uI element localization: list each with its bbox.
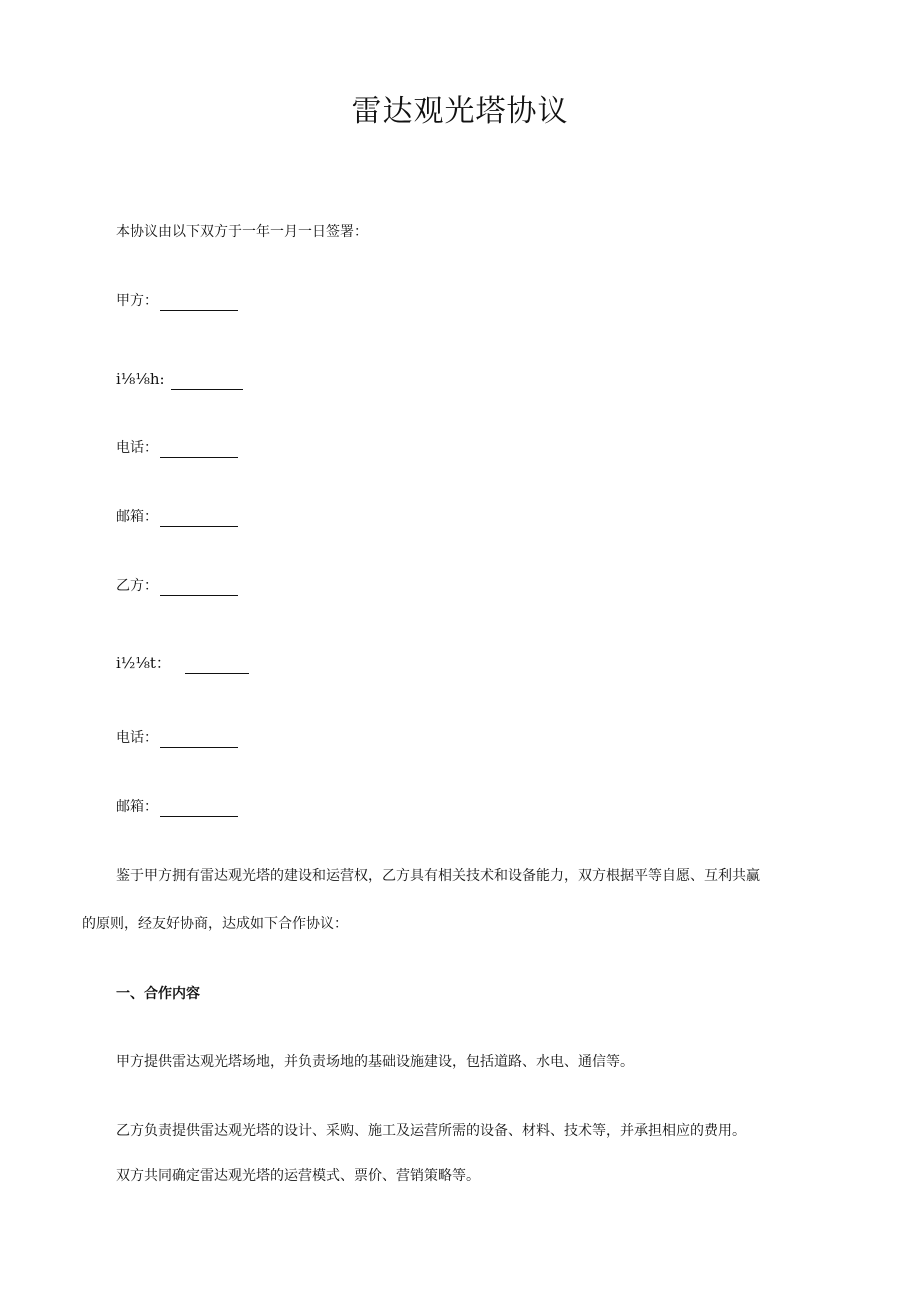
party-b-phone-blank — [160, 733, 238, 748]
section-1-heading: 一、合作内容 — [116, 986, 200, 1002]
party-b-phone-label: 电话： — [116, 730, 158, 746]
party-a-name-blank — [160, 296, 238, 311]
party-b-address-field — [116, 653, 249, 674]
party-a-address-blank — [171, 375, 243, 390]
party-a-phone-label: 电话： — [116, 440, 158, 456]
preamble-text-1: 鉴于甲方拥有雷达观光塔的建设和运营权，乙方具有相关技术和设备能力，双方根据平等自愿、互利共赢 — [116, 868, 760, 884]
party-a-name-field — [116, 291, 238, 311]
section-1-clause-2: 乙方负责提供雷达观光塔的设计、采购、施工及运营所需的设备、材料、技术等，并承担相应的费用。 — [116, 1123, 746, 1139]
preamble-line-2: 的原则，经友好协商，达成如下合作协议： — [82, 916, 348, 932]
party-b-email-blank — [160, 802, 238, 817]
section-1-clause-3: 双方共同确定雷达观光塔的运营模式、票价、营销策略等。 — [116, 1168, 480, 1184]
party-a-address-field — [116, 369, 243, 390]
intro-text: 本协议由以下双方于一年一月一日签署： — [116, 224, 368, 240]
party-b-address-label: i½⅛t： — [116, 654, 171, 672]
party-b-email-field — [116, 797, 238, 817]
party-a-email-blank — [160, 512, 238, 527]
preamble-line-1 — [82, 866, 842, 886]
party-b-address-blank — [185, 659, 249, 674]
party-b-name-blank — [160, 581, 238, 596]
party-a-name-label: 甲方： — [116, 293, 158, 309]
party-b-phone-field — [116, 728, 238, 748]
party-a-email-field — [116, 507, 238, 527]
party-a-phone-field — [116, 438, 238, 458]
party-a-email-label: 邮箱： — [116, 509, 158, 525]
document-title: 雷达观光塔协议 — [351, 94, 569, 129]
party-b-name-label: 乙方： — [116, 578, 158, 594]
party-b-name-field — [116, 576, 238, 596]
party-a-phone-blank — [160, 443, 238, 458]
party-b-email-label: 邮箱： — [116, 799, 158, 815]
section-1-clause-1: 甲方提供雷达观光塔场地，并负责场地的基础设施建设，包括道路、水电、通信等。 — [116, 1054, 634, 1070]
party-a-address-label: i⅛⅛h: — [116, 370, 165, 388]
